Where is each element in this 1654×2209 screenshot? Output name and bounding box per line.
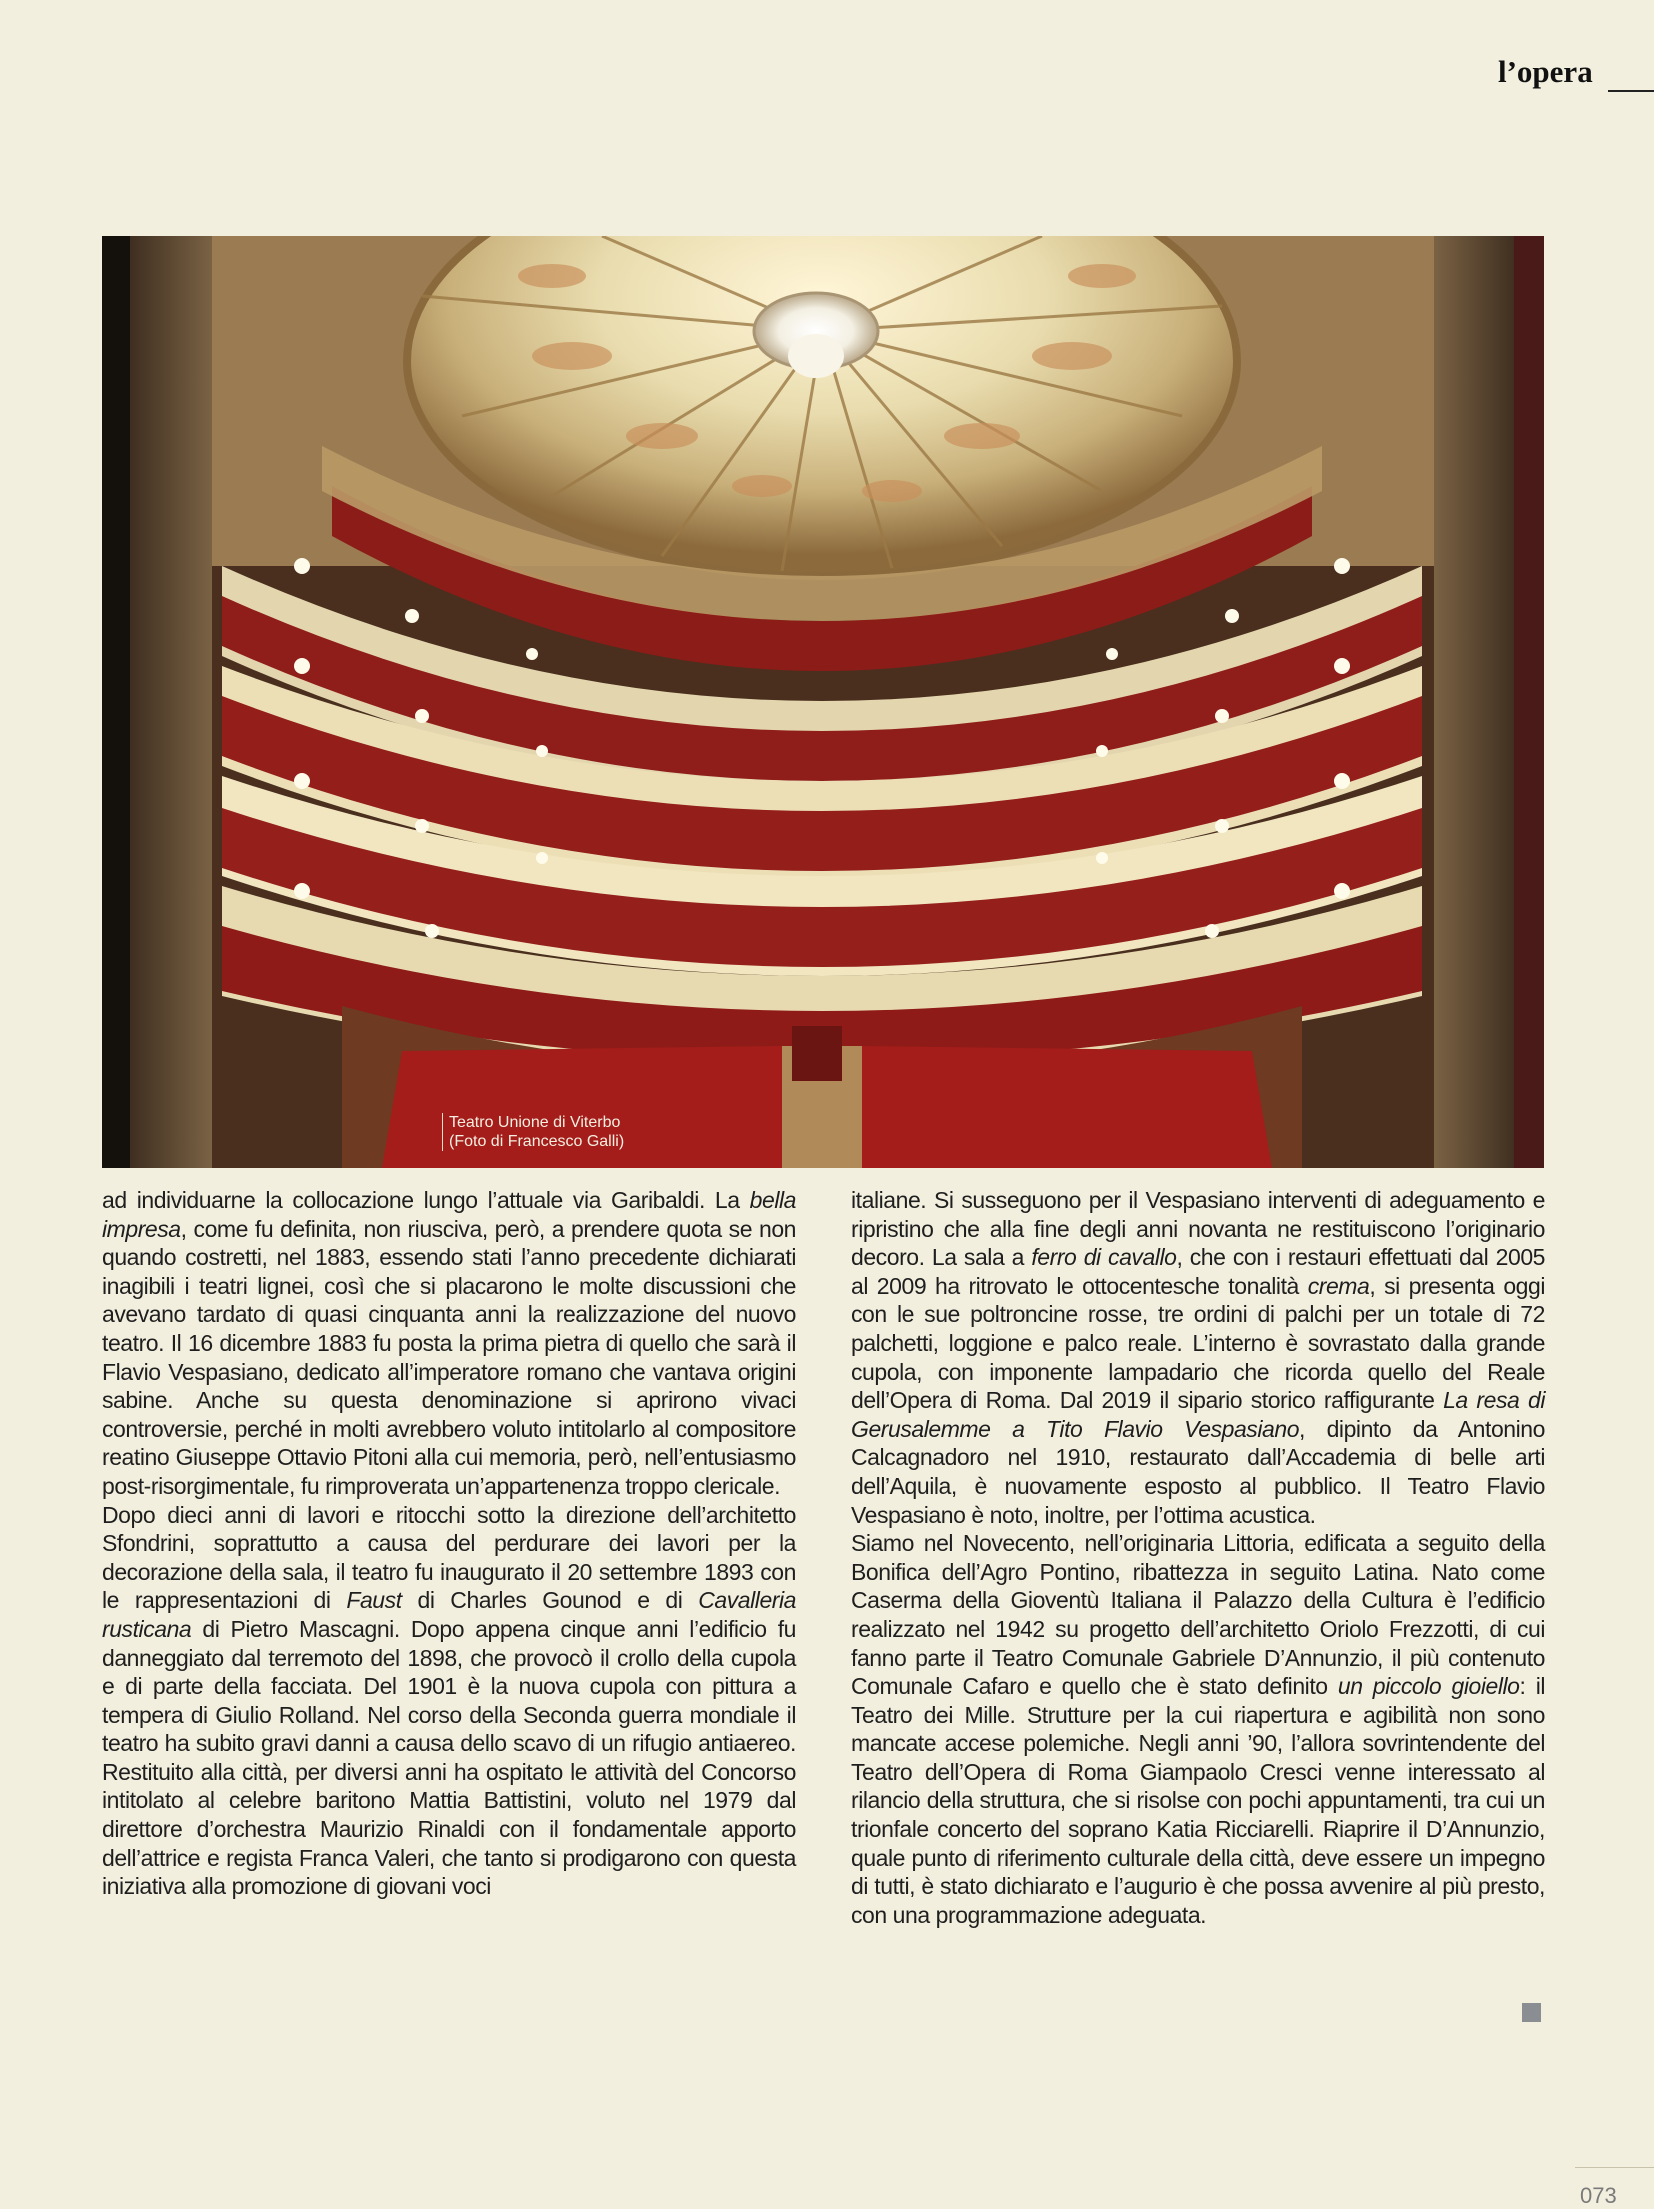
magazine-header (1490, 54, 1654, 98)
text-run: italiane. Si susseguono per il Vespasiano interventi di adeguamento e ripristino che alla fine degli anni novanta ne restituiscono l’originario decoro. La sala a (851, 1187, 1545, 1271)
article-column-left (102, 1186, 796, 1901)
text-run: : il Teatro dei Mille. Strutture per la cui riapertura e agibilità non sono mancate accese polemiche. Negli anni ’90, l’allora sovrintendente del Teatro dell’Opera di Roma Giampaolo Cresci venne interessato al rilancio della struttura, che si risolse con pochi appuntamenti, tra cui un trionfale concerto del soprano Katia Ricciarelli. Riaprire il D’Annunzio, quale punto di riferimento culturale della città, deve essere un impegno di tutti, è stato dichiarato e l’augurio è che possa avvenire al più presto, con una programmazione adeguata. (851, 1673, 1546, 1928)
italic-phrase: La resa di Gerusalemme a Tito Flavio Vespasiano (851, 1387, 1545, 1442)
page-number-rule (1575, 2167, 1654, 2168)
article-column-right (851, 1186, 1545, 1929)
text-run: di Pietro Mascagni. Dopo appena cinque anni l’edificio fu danneggiato dal terremoto del 1898, che provocò il crollo della cupola e di parte della facciata. Del 1901 è la nuova cupola con pittura a tempera di Giulio Rolland. Nel corso della Seconda guerra mondiale il teatro ha subito gravi danni a causa dello scavo di un rifugio antiaereo. Restituito alla città, per diversi anni ha ospitato le attività del Concorso intitolato al celebre baritono Mattia Battistini, voluto nel 1979 dal direttore d’orchestra Maurizio Rinaldi con il fondamentale apporto dell’attrice e regista Franca Valeri, che tanto si prodigarono con questa iniziativa alla promozione di giovani voci (102, 1615, 796, 1900)
italic-phrase: un piccolo gioiello (1337, 1673, 1520, 1700)
end-of-article-square (1522, 2003, 1541, 2022)
caption-line-1: Teatro Unione di Viterbo (449, 1114, 621, 1131)
caption-line-2: (Foto di Francesco Galli) (449, 1133, 625, 1150)
italic-phrase: bella impresa (102, 1187, 796, 1242)
text-run: , si presenta oggi con le sue poltroncine rosse, tre ordini di palchi per un totale di 72 palchetti, loggione e palco reale. L’interno è sovrastato dalla grande cupola, con imponente lampadario che ricorda quello del Reale dell’Opera di Roma. Dal 2019 il sipario storico raffigurante (851, 1272, 1546, 1414)
italic-phrase: crema (1307, 1272, 1370, 1299)
section-title: l’opera (1498, 54, 1593, 89)
photo-caption (442, 1113, 624, 1151)
article-text-left (102, 1186, 796, 1901)
text-run: , dipinto da Antonino Calcagnadoro nel 1910, restaurato dall’Accademia di belle arti dell’Aquila, è nuovamente esposto al pubblico. Il Teatro Flavio Vespasiano è noto, inoltre, per l’ottima acustica. (851, 1415, 1545, 1528)
text-run: Siamo nel Novecento, nell’originaria Littoria, edificata a seguito della Bonifica dell’Agro Pontino, ribattezza in seguito Latina. Nato come Caserma della Gioventù Italiana il Palazzo della Cultura è l’edificio realizzato nel 1942 su progetto dell’architetto Oriolo Frezzotti, di cui fanno parte il Teatro Comunale Gabriele D’Annunzio, il più contenuto Comunale Cafaro e quello che è stato definito (851, 1530, 1545, 1700)
italic-phrase: Cavalleria rusticana (102, 1587, 796, 1642)
text-run: , come fu definita, non riusciva, però, a prendere quota se non quando costretti, nel 1883, essendo stati l’anno precedente dichiarati inagibili i teatri lignei, così che si placarono le molte discussioni che avevano tardato di quasi cinquanta anni la realizzazione del nuovo teatro. Il 16 dicembre 1883 fu posta la prima pietra di quello che sarà il Flavio Vespasiano, dedicato all’imperatore romano che vantava origini sabine. Anche su questa denominazione si aprirono vivaci controversie, perché in molti avrebbero voluto intitolarlo al compositore reatino Giuseppe Ottavio Pitoni alla cui memoria, però, nell’entusiasmo post-risorgimentale, fu rimproverata un’appartenenza troppo clericale. (102, 1215, 796, 1499)
page-number: 073 (1580, 2183, 1617, 2208)
theatre-photo (102, 236, 1544, 1168)
text-run: di Charles Gounod e di (401, 1587, 699, 1614)
article-text-right (851, 1186, 1545, 1929)
text-run: Dopo dieci anni di lavori e ritocchi sotto la direzione dell’architetto Sfondrini, soprattutto a causa del perdurare dei lavori per la decorazione della sala, il teatro fu inaugurato il 20 settembre 1893 con le rappresentazioni di (102, 1501, 796, 1614)
theatre-interior-illustration (102, 236, 1544, 1168)
header-rule (1608, 90, 1654, 92)
italic-phrase: Faust (346, 1587, 402, 1614)
italic-phrase: ferro di cavallo (1031, 1244, 1177, 1271)
text-run: , che con i restauri effettuati dal 2005 al 2009 ha ritrovato le ottocentesche tonalità (851, 1244, 1545, 1299)
text-run: ad individuarne la collocazione lungo l’attuale via Garibaldi. La (102, 1187, 750, 1213)
